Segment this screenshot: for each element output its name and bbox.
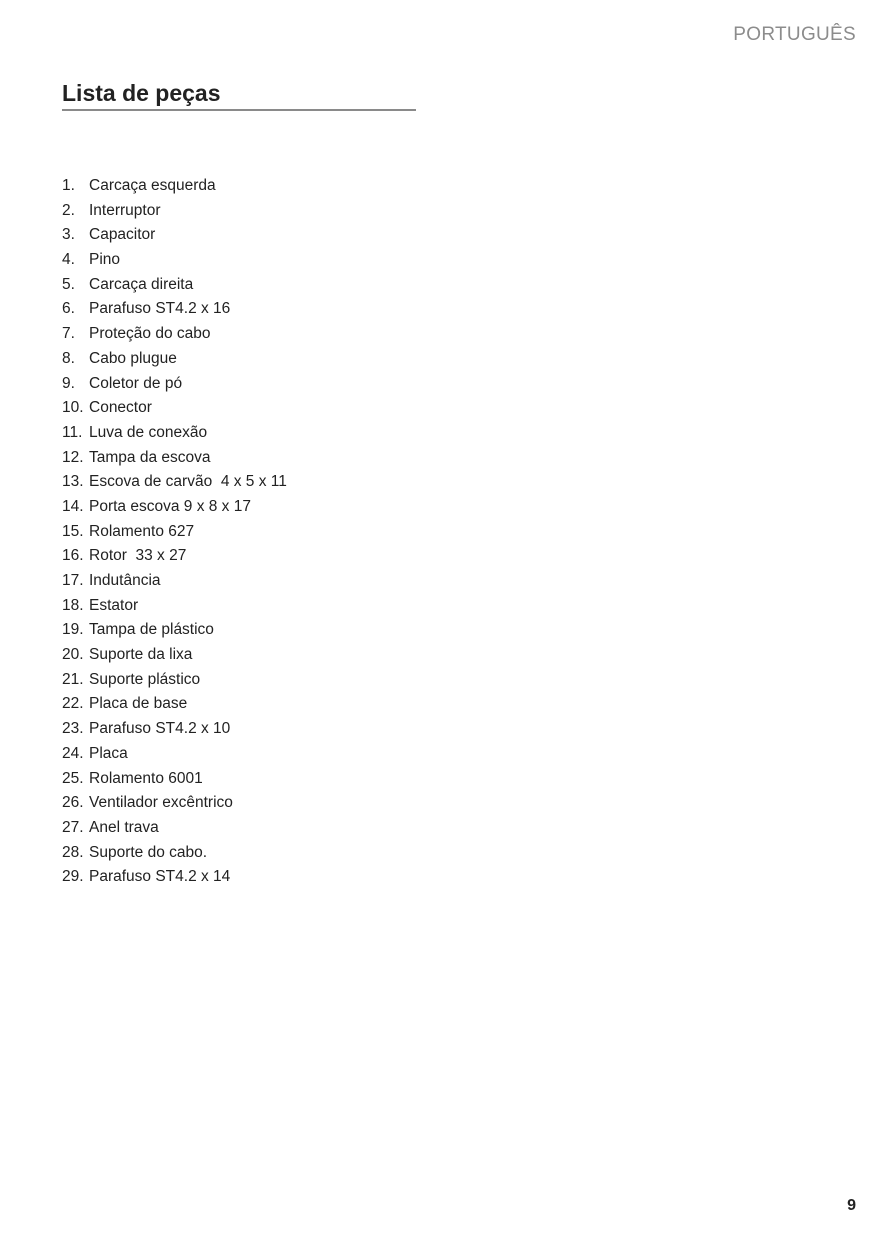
part-number: 28. <box>62 843 84 861</box>
part-name: Interruptor <box>89 201 161 219</box>
part-list-item <box>62 396 287 421</box>
part-number: 1. <box>62 177 75 194</box>
part-number: 23. <box>62 720 84 738</box>
part-name: Suporte da lixa <box>89 646 193 664</box>
part-name: Carcaça direita <box>89 275 194 293</box>
part-name: Tampa de plástico <box>89 621 214 639</box>
part-number: 8. <box>62 349 75 367</box>
part-number: 15. <box>62 522 84 540</box>
part-list-item <box>62 495 287 520</box>
part-list-item <box>62 470 287 495</box>
part-list-item <box>62 841 287 866</box>
part-list-item <box>62 248 287 273</box>
part-number: 5. <box>62 275 75 293</box>
part-name: Cabo plugue <box>89 349 177 367</box>
part-list-item <box>62 594 287 619</box>
part-list-item <box>62 692 287 717</box>
part-name: Luva de conexão <box>89 423 208 441</box>
part-number: 17. <box>62 572 84 589</box>
part-name: Placa de base <box>89 695 188 713</box>
part-number: 20. <box>62 646 84 664</box>
section-header <box>62 78 416 111</box>
part-list-item <box>62 421 287 446</box>
part-name: Placa <box>89 744 128 762</box>
part-list-item <box>62 174 287 199</box>
part-list-item <box>62 372 287 397</box>
part-name: Rotor 33 x 27 <box>89 547 187 565</box>
part-name: Anel trava <box>89 818 159 836</box>
section-title: Lista de peças <box>62 80 221 106</box>
part-list-item <box>62 569 287 594</box>
part-name: Tampa da escova <box>89 448 211 466</box>
part-list-item <box>62 618 287 643</box>
part-name: Suporte do cabo. <box>89 843 208 861</box>
part-name: Parafuso ST4.2 x 10 <box>89 720 231 738</box>
part-name: Conector <box>89 399 152 417</box>
part-name: Carcaça esquerda <box>89 177 216 194</box>
part-list-item <box>62 668 287 693</box>
part-number: 19. <box>62 621 84 639</box>
part-name: Rolamento 6001 <box>89 769 203 787</box>
part-number: 14. <box>62 497 84 515</box>
part-list-item <box>62 643 287 668</box>
part-number: 29. <box>62 868 84 886</box>
part-number: 27. <box>62 818 84 836</box>
part-list-item <box>62 297 287 322</box>
part-list-item <box>62 199 287 224</box>
part-number: 25. <box>62 769 84 787</box>
part-list-item <box>62 273 287 298</box>
part-number: 22. <box>62 695 84 713</box>
part-list-item <box>62 791 287 816</box>
part-number: 26. <box>62 794 84 812</box>
part-number: 3. <box>62 226 75 244</box>
part-number: 16. <box>62 547 84 565</box>
part-list-item <box>62 717 287 742</box>
part-list-item <box>62 520 287 545</box>
part-number: 4. <box>62 251 75 269</box>
part-number: 9. <box>62 374 75 392</box>
part-name: Pino <box>89 251 121 269</box>
part-number: 10. <box>62 399 84 417</box>
part-name: Parafuso ST4.2 x 16 <box>89 300 231 318</box>
part-number: 21. <box>62 670 84 688</box>
language-label: PORTUGUÊS <box>733 24 856 45</box>
part-list-item <box>62 544 287 569</box>
part-number: 11. <box>62 423 83 441</box>
part-number: 2. <box>62 201 75 219</box>
part-list-item <box>62 322 287 347</box>
part-name: Escova de carvão 4 x 5 x 11 <box>89 473 287 491</box>
part-name: Parafuso ST4.2 x 14 <box>89 868 231 886</box>
part-list-item <box>62 347 287 372</box>
part-list-item <box>62 865 287 890</box>
part-name: Ventilador excêntrico <box>89 794 233 812</box>
page-number: 9 <box>847 1197 856 1214</box>
part-name: Coletor de pó <box>89 374 183 392</box>
part-list-item <box>62 767 287 792</box>
part-list-item <box>62 816 287 841</box>
part-name: Suporte plástico <box>89 670 201 688</box>
parts-list <box>62 174 287 890</box>
part-list-item <box>62 742 287 767</box>
part-name: Indutância <box>89 572 161 589</box>
part-name: Porta escova 9 x 8 x 17 <box>89 497 251 515</box>
part-list-item <box>62 223 287 248</box>
part-number: 6. <box>62 300 75 318</box>
part-number: 7. <box>62 325 75 343</box>
part-name: Proteção do cabo <box>89 325 211 343</box>
part-list-item <box>62 446 287 471</box>
part-number: 18. <box>62 596 84 614</box>
part-number: 24. <box>62 744 84 762</box>
part-number: 12. <box>62 448 84 466</box>
part-name: Capacitor <box>89 226 156 244</box>
part-name: Estator <box>89 596 139 614</box>
part-number: 13. <box>62 473 84 491</box>
part-name: Rolamento 627 <box>89 522 195 540</box>
